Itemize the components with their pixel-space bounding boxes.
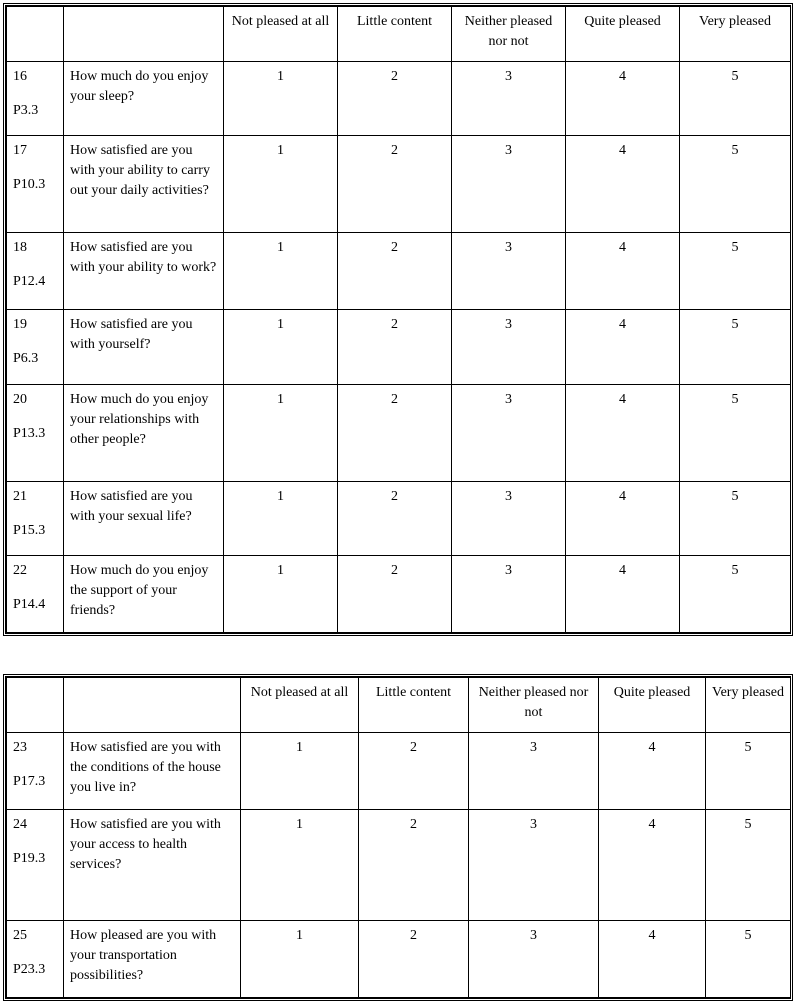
question-row xyxy=(7,810,791,920)
satisfaction-table-1 xyxy=(6,6,791,633)
rating-option-1[interactable]: 1 xyxy=(224,233,338,310)
question-code: P12.4 xyxy=(13,274,46,290)
rating-option-5[interactable]: 5 xyxy=(680,481,791,555)
rating-option-3[interactable]: 3 xyxy=(452,555,566,632)
question-id-cell xyxy=(7,233,64,310)
rating-option-5[interactable]: 5 xyxy=(706,920,791,997)
questionnaire-table-2 xyxy=(3,674,793,1001)
question-number: 25 xyxy=(13,927,27,943)
rating-option-1[interactable]: 1 xyxy=(224,555,338,632)
rating-option-1[interactable]: 1 xyxy=(241,810,359,920)
rating-option-2[interactable]: 2 xyxy=(338,233,452,310)
rating-option-1[interactable]: 1 xyxy=(241,733,359,810)
rating-header-2: Little content xyxy=(338,7,452,62)
question-code: P6.3 xyxy=(13,351,39,367)
question-id-cell xyxy=(7,733,64,810)
rating-option-2[interactable]: 2 xyxy=(338,136,452,233)
question-code: P14.4 xyxy=(13,596,46,612)
rating-option-1[interactable]: 1 xyxy=(224,384,338,481)
rating-option-3[interactable]: 3 xyxy=(469,810,599,920)
question-text: How much do you enjoy your relationships with other people? xyxy=(64,384,224,481)
question-number: 23 xyxy=(13,740,27,756)
rating-option-2[interactable]: 2 xyxy=(338,62,452,136)
rating-header-1: Not pleased at all xyxy=(224,7,338,62)
rating-option-4[interactable]: 4 xyxy=(566,310,680,384)
rating-option-3[interactable]: 3 xyxy=(452,233,566,310)
question-text: How satisfied are you with your sexual life? xyxy=(64,481,224,555)
rating-option-1[interactable]: 1 xyxy=(224,62,338,136)
question-row xyxy=(7,233,791,310)
question-code: P15.3 xyxy=(13,522,46,538)
rating-header-3: Neither pleased nor not xyxy=(452,7,566,62)
header-empty-cell xyxy=(64,678,241,733)
question-row xyxy=(7,136,791,233)
question-text: How satisfied are you with your ability to carry out your daily activities? xyxy=(64,136,224,233)
rating-header-1: Not pleased at all xyxy=(241,678,359,733)
questionnaire-table-1 xyxy=(3,3,793,636)
header-empty-cell xyxy=(7,678,64,733)
question-id-cell xyxy=(7,384,64,481)
question-code: P3.3 xyxy=(13,103,39,119)
rating-option-3[interactable]: 3 xyxy=(452,481,566,555)
rating-option-1[interactable]: 1 xyxy=(224,310,338,384)
question-row xyxy=(7,310,791,384)
question-row xyxy=(7,481,791,555)
rating-option-1[interactable]: 1 xyxy=(224,136,338,233)
rating-option-2[interactable]: 2 xyxy=(338,481,452,555)
rating-option-3[interactable]: 3 xyxy=(469,733,599,810)
rating-header-2: Little content xyxy=(359,678,469,733)
question-text: How satisfied are you with the conditions of the house you live in? xyxy=(64,733,241,810)
question-text: How satisfied are you with yourself? xyxy=(64,310,224,384)
question-id-cell xyxy=(7,136,64,233)
rating-option-4[interactable]: 4 xyxy=(599,733,706,810)
question-text: How pleased are you with your transportation possibilities? xyxy=(64,920,241,997)
rating-option-3[interactable]: 3 xyxy=(452,384,566,481)
header-empty-cell xyxy=(64,7,224,62)
rating-option-5[interactable]: 5 xyxy=(680,310,791,384)
question-id-cell xyxy=(7,481,64,555)
question-id-cell xyxy=(7,920,64,997)
rating-option-1[interactable]: 1 xyxy=(224,481,338,555)
rating-option-5[interactable]: 5 xyxy=(680,62,791,136)
question-number: 24 xyxy=(13,817,27,833)
header-empty-cell xyxy=(7,7,64,62)
question-number: 17 xyxy=(13,143,27,159)
question-row xyxy=(7,920,791,997)
rating-option-4[interactable]: 4 xyxy=(599,920,706,997)
rating-option-4[interactable]: 4 xyxy=(566,555,680,632)
question-number: 16 xyxy=(13,69,27,85)
rating-option-1[interactable]: 1 xyxy=(241,920,359,997)
question-text: How satisfied are you with your ability to work? xyxy=(64,233,224,310)
question-text: How much do you enjoy your sleep? xyxy=(64,62,224,136)
rating-option-3[interactable]: 3 xyxy=(469,920,599,997)
question-number: 21 xyxy=(13,488,27,504)
rating-header-5: Very pleased xyxy=(706,678,791,733)
rating-option-5[interactable]: 5 xyxy=(680,384,791,481)
rating-option-4[interactable]: 4 xyxy=(566,233,680,310)
question-code: P10.3 xyxy=(13,177,46,193)
rating-option-3[interactable]: 3 xyxy=(452,136,566,233)
question-text: How much do you enjoy the support of your friends? xyxy=(64,555,224,632)
rating-option-5[interactable]: 5 xyxy=(680,136,791,233)
rating-option-5[interactable]: 5 xyxy=(680,233,791,310)
question-code: P17.3 xyxy=(13,774,46,790)
rating-header-4: Quite pleased xyxy=(599,678,706,733)
question-text: How satisfied are you with your access to health services? xyxy=(64,810,241,920)
rating-option-5[interactable]: 5 xyxy=(706,810,791,920)
rating-option-4[interactable]: 4 xyxy=(566,136,680,233)
rating-option-4[interactable]: 4 xyxy=(566,384,680,481)
rating-option-3[interactable]: 3 xyxy=(452,310,566,384)
rating-header-5: Very pleased xyxy=(680,7,791,62)
rating-option-2[interactable]: 2 xyxy=(338,555,452,632)
question-code: P19.3 xyxy=(13,851,46,867)
question-code: P13.3 xyxy=(13,425,46,441)
rating-option-2[interactable]: 2 xyxy=(359,810,469,920)
question-id-cell xyxy=(7,555,64,632)
rating-option-5[interactable]: 5 xyxy=(706,733,791,810)
rating-header-3: Neither pleased nor not xyxy=(469,678,599,733)
rating-option-4[interactable]: 4 xyxy=(566,481,680,555)
rating-option-2[interactable]: 2 xyxy=(359,733,469,810)
question-row xyxy=(7,555,791,632)
rating-option-2[interactable]: 2 xyxy=(338,310,452,384)
question-number: 18 xyxy=(13,240,27,256)
question-row xyxy=(7,733,791,810)
question-id-cell xyxy=(7,310,64,384)
question-id-cell xyxy=(7,810,64,920)
question-row xyxy=(7,384,791,481)
satisfaction-table-2 xyxy=(6,677,791,998)
question-number: 20 xyxy=(13,391,27,407)
rating-option-3[interactable]: 3 xyxy=(452,62,566,136)
question-row xyxy=(7,62,791,136)
rating-option-2[interactable]: 2 xyxy=(359,920,469,997)
question-number: 22 xyxy=(13,562,27,578)
rating-header-4: Quite pleased xyxy=(566,7,680,62)
rating-option-5[interactable]: 5 xyxy=(680,555,791,632)
question-code: P23.3 xyxy=(13,961,46,977)
header-row xyxy=(7,678,791,733)
rating-option-4[interactable]: 4 xyxy=(599,810,706,920)
rating-option-4[interactable]: 4 xyxy=(566,62,680,136)
question-id-cell xyxy=(7,62,64,136)
question-number: 19 xyxy=(13,317,27,333)
rating-option-2[interactable]: 2 xyxy=(338,384,452,481)
header-row xyxy=(7,7,791,62)
